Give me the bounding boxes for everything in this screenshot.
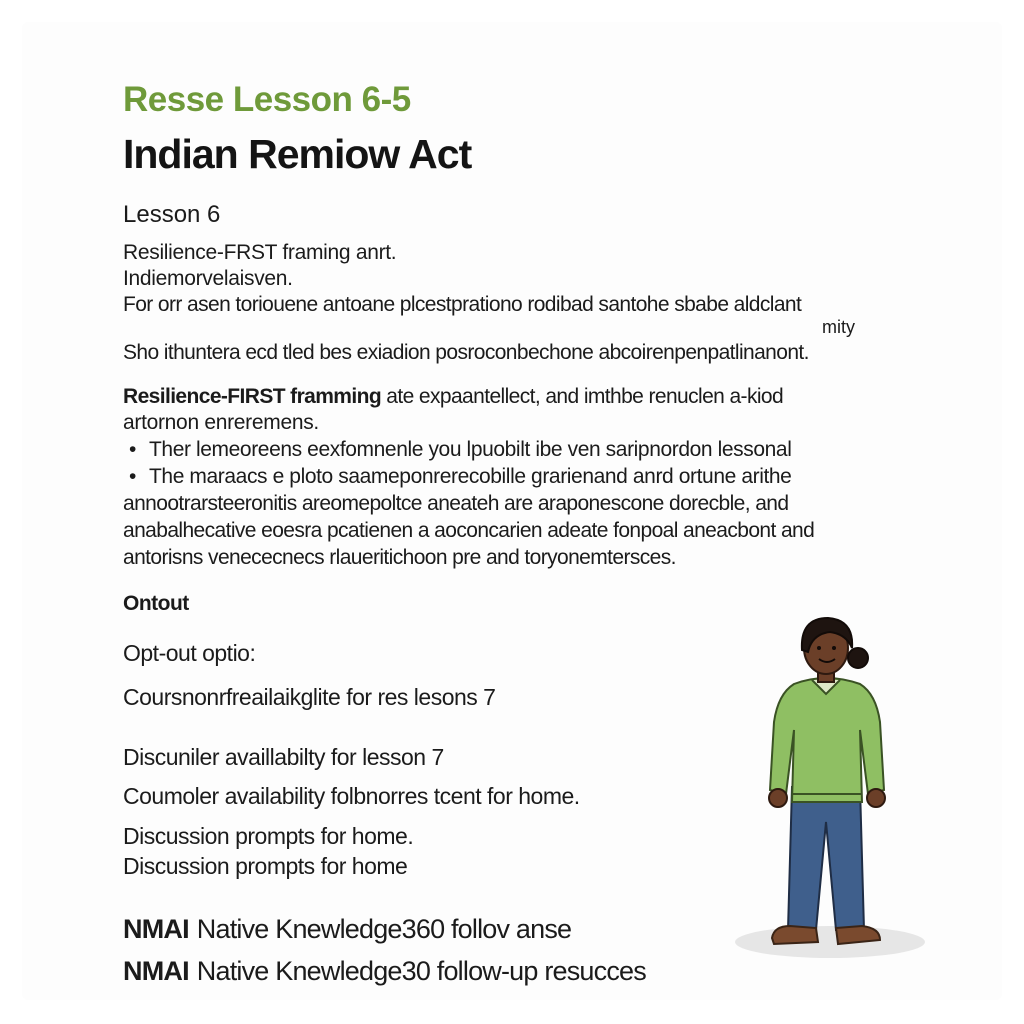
resource-text: Native Knewledge360 follov anse xyxy=(196,914,572,944)
body-lines xyxy=(123,490,883,571)
resilience-block xyxy=(123,384,883,571)
intro-line-4: Sho ithuntera ecd tled bes exiadion posroconbechone abcoirenpenpatlinanont. xyxy=(123,341,809,364)
nmai-brand: NMAI xyxy=(123,914,189,944)
page-title: Indian Remiow Act xyxy=(123,131,472,177)
intro-block xyxy=(123,240,883,366)
jeans xyxy=(788,787,864,930)
intro-line-2: Indiemorvelaisven. xyxy=(123,267,293,290)
availability-line-1: Discuniler availlabilty for lesson 7 xyxy=(123,744,444,770)
ground-shadow xyxy=(735,926,925,958)
resilience-line-2: artornon enreremens. xyxy=(123,411,319,434)
person-illustration xyxy=(734,612,934,962)
body-line: antorisns venececnecs rlaueritichoon pre and toryonemtersces. xyxy=(123,546,676,569)
body-line: anabalhecative eoesra pcatienen a aoconcarien adeate fonpoal aneacbont and xyxy=(123,519,815,542)
body-line: annootrarsteeronitis areomepoltce aneateh are araponescone dorecble, and xyxy=(123,492,789,515)
right-shoe xyxy=(836,926,880,944)
availability-line-4: Discussion prompts for home xyxy=(123,853,408,879)
optout-label: Opt-out optio: xyxy=(123,640,256,666)
intro-line-3-tail: mity xyxy=(822,317,855,337)
list-item: • Ther lemeoreens eexfomnenle you lpuobilt ibe ven saripnordon lessonal xyxy=(123,436,883,463)
availability-line-2: Coumoler availability folbnorres tcent for home. xyxy=(123,783,580,809)
resilience-rest: ate expaantellect, and imthbe renuclen a-kiod xyxy=(381,385,784,408)
hair-bun xyxy=(848,648,868,668)
lesson-kicker: Resse Lesson 6-5 xyxy=(123,80,411,119)
lesson-label: Lesson 6 xyxy=(123,201,221,228)
list-item: • The maraacs e ploto saameponrerecobille grarienand anrd ortune arithe xyxy=(123,463,883,490)
optout-line: Coursnonrfreailaikglite for res lesons 7 xyxy=(123,684,496,710)
optout-heading: Ontout xyxy=(123,592,189,615)
sweater xyxy=(770,678,884,802)
resilience-line-1 xyxy=(123,384,883,410)
resilience-lead: Resilience-FIRST framming xyxy=(123,385,382,408)
resource-text: Native Knewledge30 follow-up resucces xyxy=(196,956,646,986)
nmai-brand: NMAI xyxy=(123,956,189,986)
left-eye xyxy=(817,646,821,650)
right-eye xyxy=(832,646,836,650)
bullet-list xyxy=(123,436,883,490)
availability-line-3: Discussion prompts for home. xyxy=(123,823,414,849)
intro-line-1: Resilience-FRST framing anrt. xyxy=(123,241,397,264)
left-shoe xyxy=(772,926,818,944)
right-hand xyxy=(867,789,885,807)
intro-line-3: For orr asen toriouene antoane plcestprationo rodibad santohe sbabe aldclant xyxy=(123,293,802,316)
left-hand xyxy=(769,789,787,807)
